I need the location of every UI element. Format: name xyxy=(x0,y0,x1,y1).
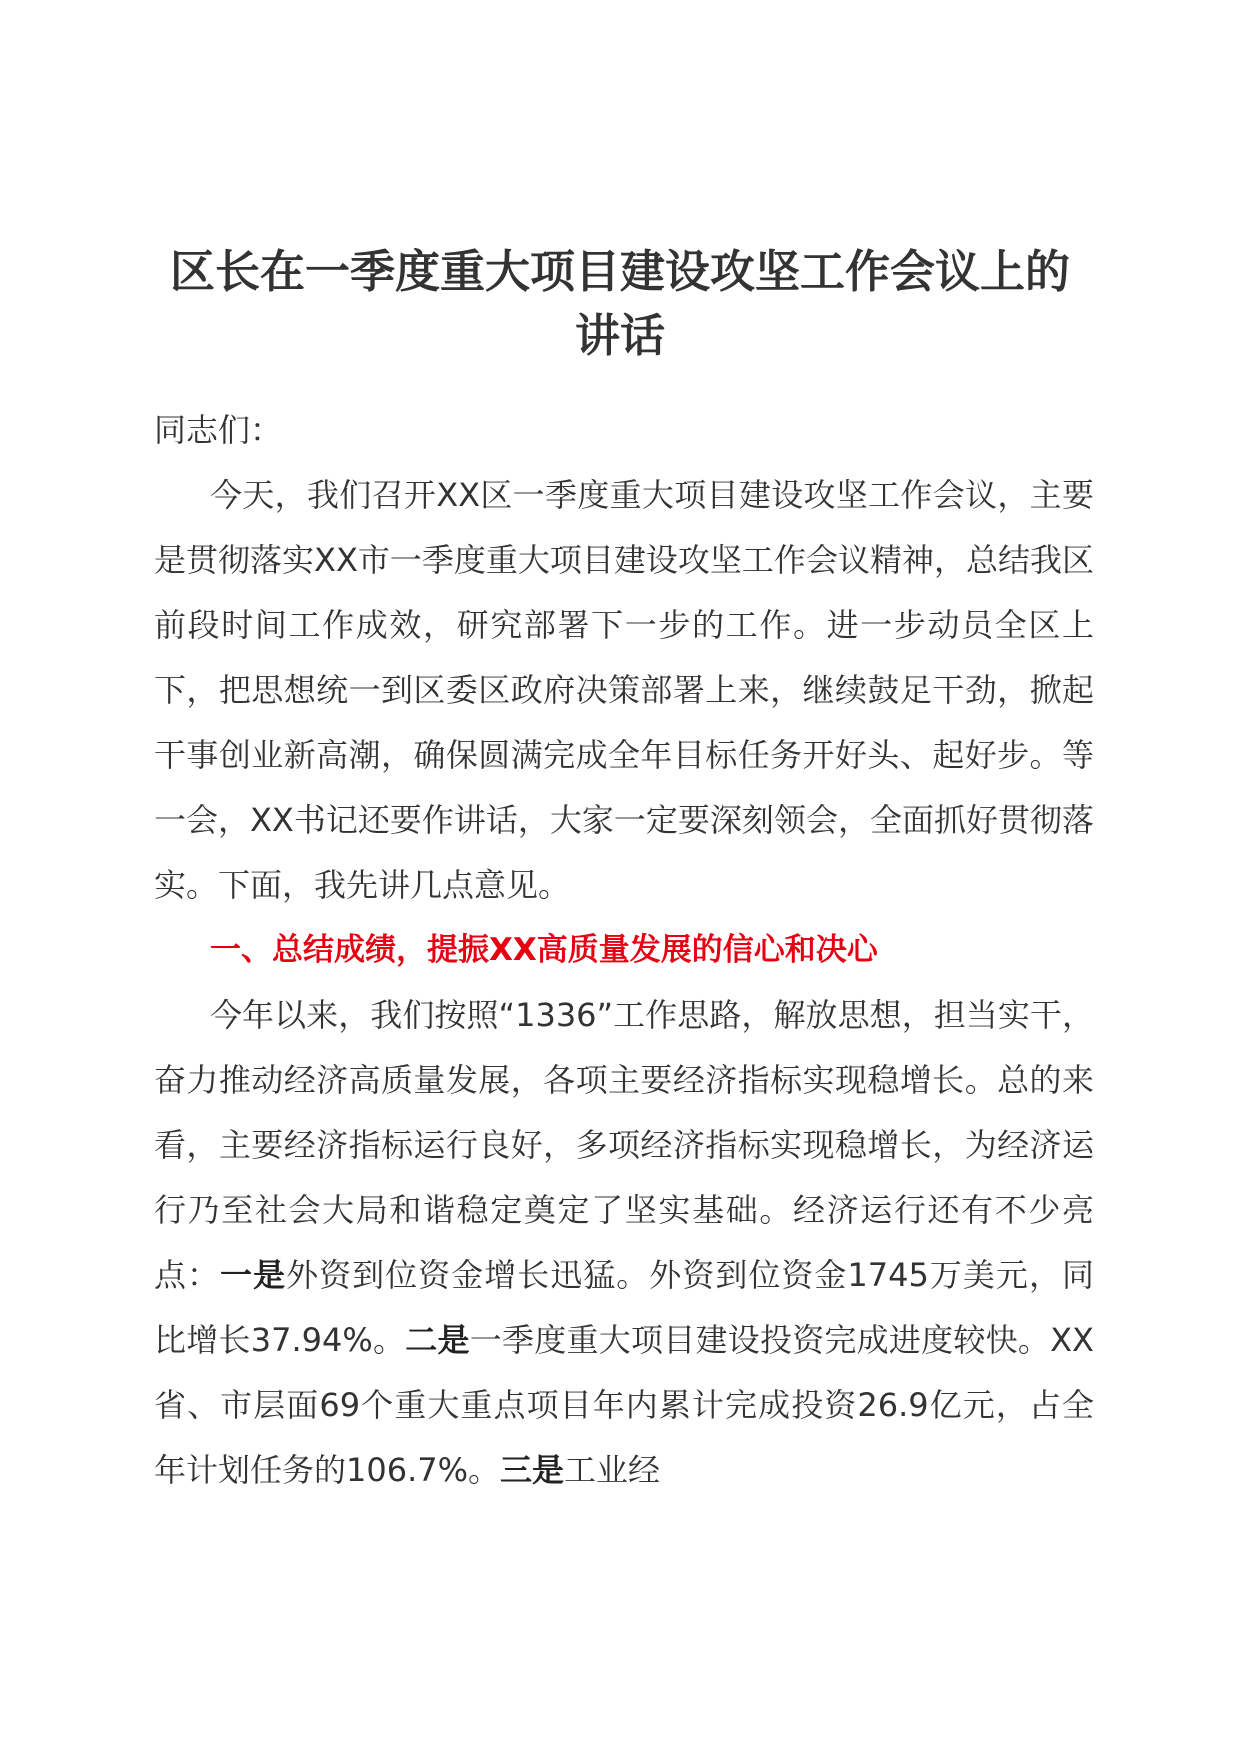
paragraph-intro: 今天，我们召开XX区一季度重大项目建设攻坚工作会议，主要是贯彻落实XX市一季度重大项目建设攻坚工作会议精神，总结我区前段时间工作成效，研究部署下一步的工作。进一步动员全区上下，把思想统一到区委区政府决策部署上来，继续鼓足干劲，掀起干事创业新高潮，确保圆满完成全年目标任务开好头、起好步。等一会，XX书记还要作讲话，大家一定要深刻领会，全面抓好贯彻落实。下面，我先讲几点意见。 xyxy=(154,476,1094,904)
emphasis-third: 三是 xyxy=(500,1451,565,1489)
document-title xyxy=(150,240,1090,368)
document-body xyxy=(154,398,1094,1503)
paragraph-text: 今年以来，我们按照“1336”工作思路，解放思想，担当实干，奋力推动经济高质量发展，各项主要经济指标实现稳增长。总的来看，主要经济指标运行良好，多项经济指标实现稳增长，为经济运行乃至社会大局和谐稳定奠定了坚实基础。经济运行还有不少亮点： xyxy=(154,996,1094,1294)
paragraph-achievements xyxy=(154,983,1094,1503)
paragraph-text: 工业经 xyxy=(564,1451,661,1489)
title-line-2: 讲话 xyxy=(574,309,665,362)
section-heading-1: 一、总结成绩，提振XX高质量发展的信心和决心 xyxy=(210,932,878,968)
paragraph-text: 一季度重大项目建设投资完成进度较快。XX省、市层面69个重大重点项目年内累计完成投资26.9亿元，占全年计划任务的106.7%。 xyxy=(154,1321,1094,1489)
salutation: 同志们： xyxy=(154,411,283,449)
title-line-1: 区长在一季度重大项目建设攻坚工作会议上的 xyxy=(169,245,1070,298)
paragraph-text: 外资到位资金增长迅猛。外资到位资金1745万美元，同比增长37.94%。 xyxy=(154,1256,1094,1359)
emphasis-first: 一是 xyxy=(220,1256,287,1294)
emphasis-second: 二是 xyxy=(405,1321,470,1359)
